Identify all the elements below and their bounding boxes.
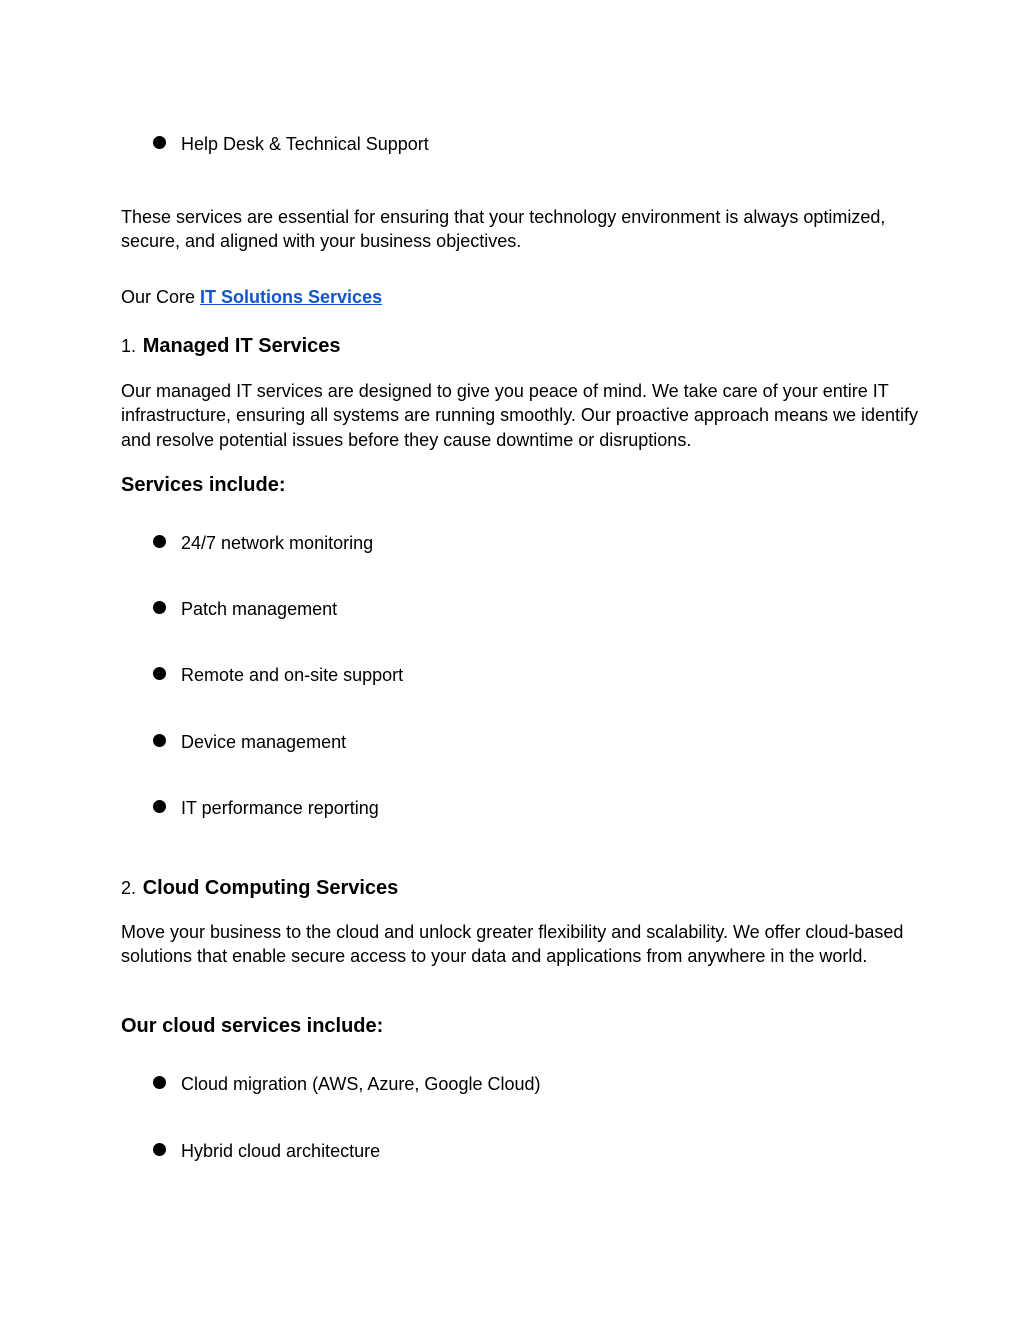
bullet-icon <box>153 1076 166 1089</box>
bullet-icon <box>153 1143 166 1156</box>
bullet-icon <box>153 136 166 149</box>
bullet-icon <box>153 601 166 614</box>
bullet-icon <box>153 734 166 747</box>
services-include-heading: Services include: <box>121 474 286 496</box>
section-heading-cloud-computing <box>121 875 398 900</box>
list-item-text: Cloud migration (AWS, Azure, Google Cloud) <box>181 1074 541 1094</box>
section-paragraph-cloud-computing: Move your business to the cloud and unlock greater flexibility and scalability. We offer cloud-based solutions that enable secure access to your data and applications from anywhere in the world. <box>121 922 904 967</box>
list-item-text: Help Desk & Technical Support <box>181 134 429 154</box>
list-item-text: Hybrid cloud architecture <box>181 1141 381 1161</box>
core-services-prefix: Our Core <box>121 287 201 307</box>
section-heading-managed-it <box>121 333 341 358</box>
section-number: 2. <box>121 878 137 898</box>
bullet-icon <box>153 667 166 680</box>
list-item-text: 24/7 network monitoring <box>181 533 374 553</box>
it-solutions-services-link[interactable]: IT Solutions Services <box>200 287 383 307</box>
list-item-text: IT performance reporting <box>181 798 379 818</box>
intro-paragraph: These services are essential for ensuring that your technology environment is always optimized, secure, and aligned with your business objectives. <box>121 207 886 252</box>
section-title: Cloud Computing Services <box>142 877 399 899</box>
list-item-text: Patch management <box>181 599 338 619</box>
list-item-text: Device management <box>181 732 347 752</box>
section-paragraph-managed-it: Our managed IT services are designed to give you peace of mind. We take care of your entire IT infrastructure, ensuring all systems are running smoothly. Our proactive approach means we identify and resolve potential issues before they cause downtime or disruptions. <box>121 381 919 450</box>
section-title: Managed IT Services <box>142 335 341 357</box>
core-services-line <box>121 285 382 309</box>
bullet-icon <box>153 800 166 813</box>
bullet-icon <box>153 535 166 548</box>
section-number: 1. <box>121 336 137 356</box>
list-item-text: Remote and on-site support <box>181 665 404 685</box>
cloud-services-include-heading: Our cloud services include: <box>121 1015 384 1037</box>
